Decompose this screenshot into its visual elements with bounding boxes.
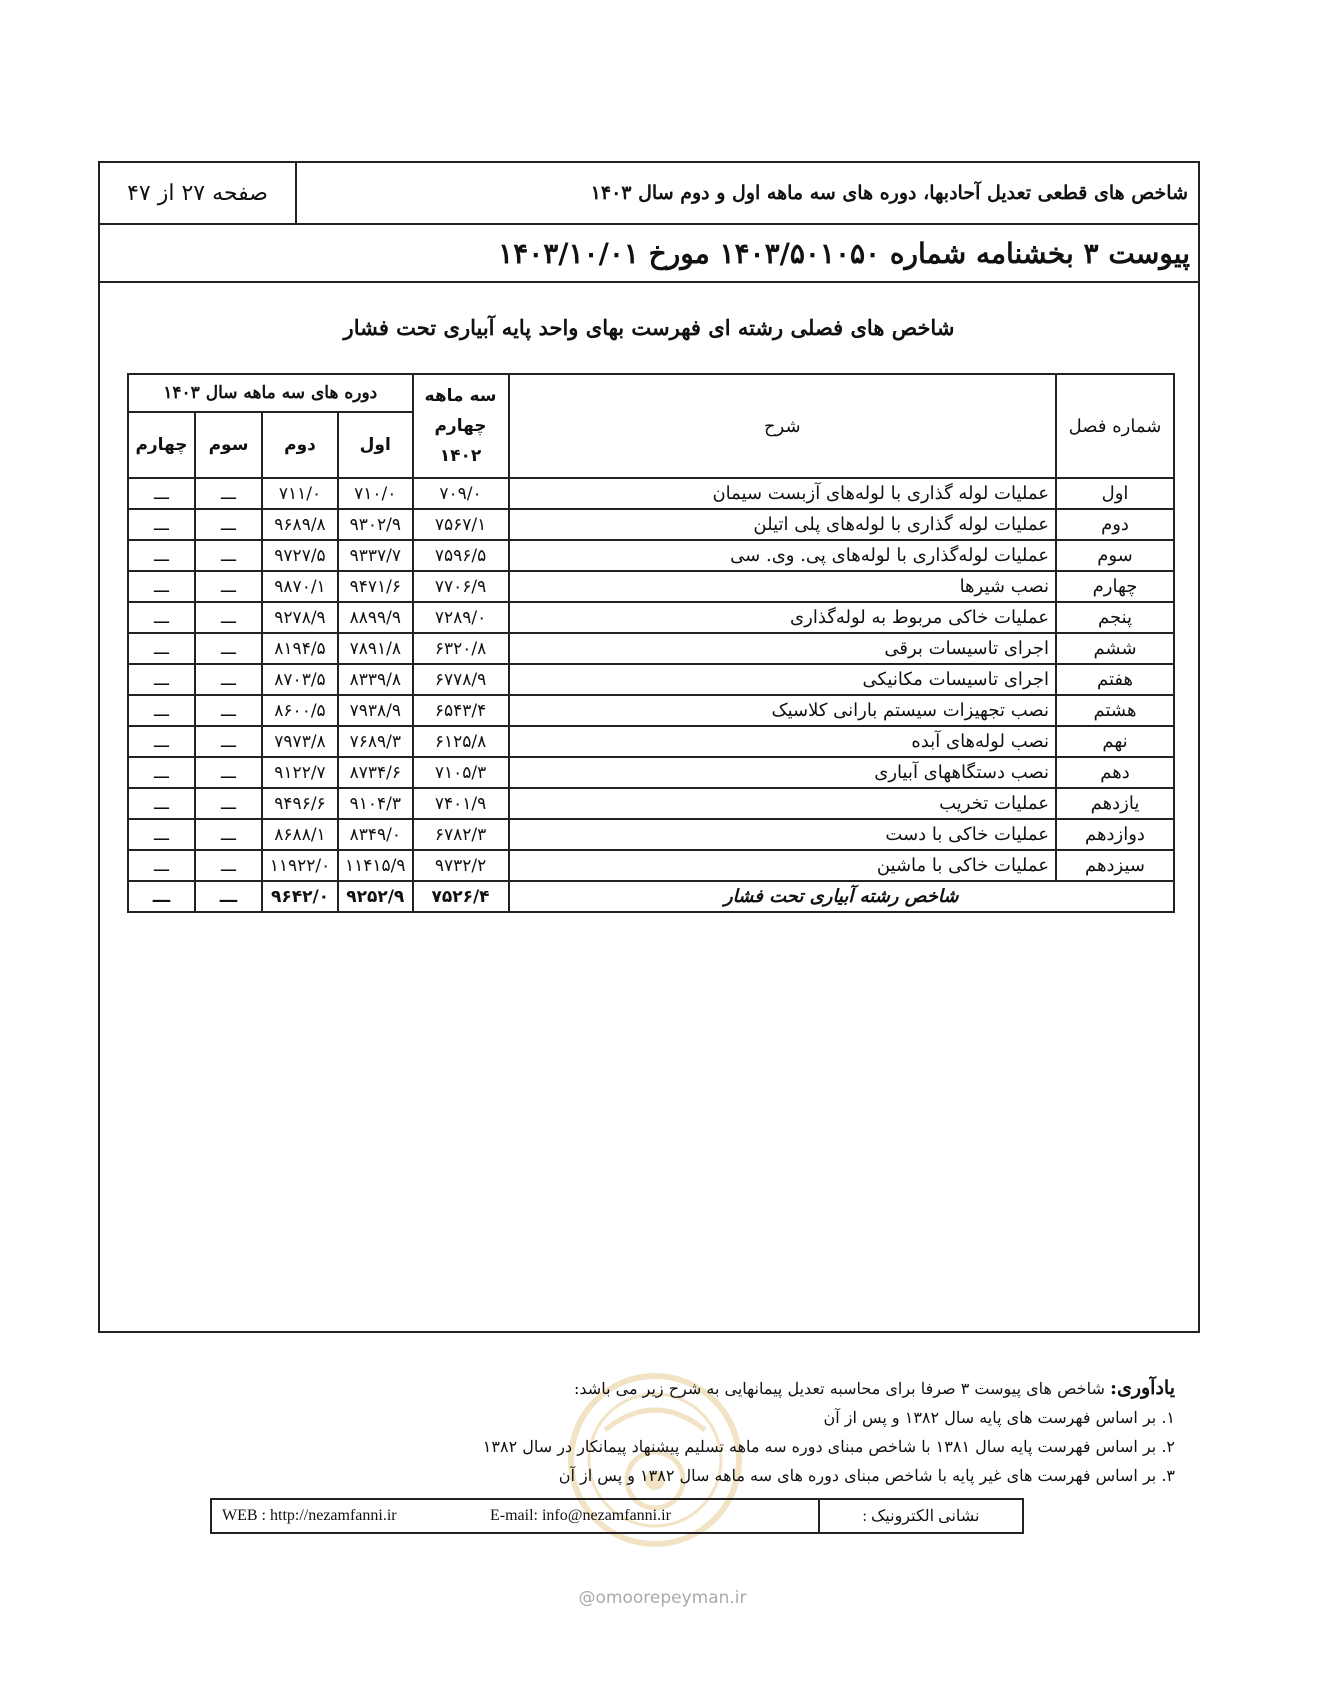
- cell-fasl: پنجم: [1056, 602, 1174, 633]
- cell-q3: ـــ: [195, 819, 262, 850]
- cell-q1: ۷۱۰/۰: [338, 478, 413, 509]
- note-item-3: ۳. بر اساس فهرست های غیر پایه با شاخص مبنای دوره های سه ماهه سال ۱۳۸۲ و پس از آن: [558, 1466, 1175, 1485]
- table-row: [128, 664, 1174, 695]
- cell-sharh: نصب دستگاههای آبیاری: [509, 757, 1056, 788]
- table-row: [128, 695, 1174, 726]
- cell-q2: ۷۱۱/۰: [262, 478, 338, 509]
- total-q2: ۹۶۴۲/۰: [262, 881, 338, 912]
- cell-q1: ۸۳۴۹/۰: [338, 819, 413, 850]
- cell-q4: ـــ: [128, 726, 195, 757]
- table-title: شاخص های فصلی رشته ای فهرست بهای واحد پایه آبیاری تحت فشار: [343, 315, 955, 340]
- cell-q3: ـــ: [195, 757, 262, 788]
- cell-fasl: ششم: [1056, 633, 1174, 664]
- table-row: [128, 540, 1174, 571]
- notes-label: یادآوری:: [1109, 1377, 1175, 1399]
- cell-q2: ۷۹۷۳/۸: [262, 726, 338, 757]
- cell-q4: ـــ: [128, 571, 195, 602]
- table-total-row: [128, 881, 1174, 912]
- header-title: شاخص های قطعی تعدیل آحادبها، دوره های سه ماهه اول و دوم سال ۱۴۰۳: [590, 182, 1188, 204]
- cell-q2: ۹۶۸۹/۸: [262, 509, 338, 540]
- table-row: [128, 819, 1174, 850]
- note-item-1: ۱. بر اساس فهرست های پایه سال ۱۳۸۲ و پس از آن: [823, 1408, 1175, 1427]
- cell-sharh: نصب لوله‌های آبده: [509, 726, 1056, 757]
- cell-q1: ۷۹۳۸/۹: [338, 695, 413, 726]
- header-q2: دوم: [262, 412, 338, 478]
- cell-prev: ۶۱۲۵/۸: [413, 726, 509, 757]
- page-frame: [98, 161, 1200, 1333]
- cell-q4: ـــ: [128, 478, 195, 509]
- cell-prev: ۹۷۳۲/۲: [413, 850, 509, 881]
- cell-q1: ۹۳۳۷/۷: [338, 540, 413, 571]
- cell-q1: ۸۷۳۴/۶: [338, 757, 413, 788]
- index-table: [127, 373, 1175, 913]
- cell-q3: ـــ: [195, 788, 262, 819]
- cell-q3: ـــ: [195, 695, 262, 726]
- cell-q1: ۹۴۷۱/۶: [338, 571, 413, 602]
- cell-q3: ـــ: [195, 540, 262, 571]
- cell-q2: ۹۸۷۰/۱: [262, 571, 338, 602]
- header-q3: سوم: [195, 412, 262, 478]
- cell-q3: ـــ: [195, 478, 262, 509]
- cell-sharh: نصب تجهیزات سیستم بارانی کلاسیک: [509, 695, 1056, 726]
- cell-q1: ۷۶۸۹/۳: [338, 726, 413, 757]
- cell-q1: ۸۸۹۹/۹: [338, 602, 413, 633]
- cell-q1: ۷۸۹۱/۸: [338, 633, 413, 664]
- cell-prev: ۷۲۸۹/۰: [413, 602, 509, 633]
- cell-fasl: چهارم: [1056, 571, 1174, 602]
- cell-q4: ـــ: [128, 509, 195, 540]
- cell-fasl: یازدهم: [1056, 788, 1174, 819]
- cell-q4: ـــ: [128, 540, 195, 571]
- cell-fasl: دهم: [1056, 757, 1174, 788]
- cell-q3: ـــ: [195, 602, 262, 633]
- cell-q2: ۸۱۹۴/۵: [262, 633, 338, 664]
- cell-q4: ـــ: [128, 695, 195, 726]
- footer-web-link[interactable]: WEB : http://nezamfanni.ir: [222, 1507, 397, 1524]
- cell-q4: ـــ: [128, 850, 195, 881]
- header-fasl: شماره فصل: [1056, 374, 1174, 478]
- table-row: [128, 726, 1174, 757]
- table-row: [128, 571, 1174, 602]
- cell-sharh: عملیات لوله‌گذاری با لوله‌های پی. وی. سی: [509, 540, 1056, 571]
- total-prev: ۷۵۲۶/۴: [413, 881, 509, 912]
- header-q1: اول: [338, 412, 413, 478]
- table-row: [128, 757, 1174, 788]
- cell-prev: ۶۳۲۰/۸: [413, 633, 509, 664]
- cell-q3: ـــ: [195, 509, 262, 540]
- cell-sharh: عملیات خاکی با دست: [509, 819, 1056, 850]
- cell-prev: ۷۴۰۱/۹: [413, 788, 509, 819]
- header-group: دوره های سه ماهه سال ۱۴۰۳: [128, 374, 413, 412]
- table-row: [128, 478, 1174, 509]
- cell-q2: ۸۶۰۰/۵: [262, 695, 338, 726]
- notes-section: [175, 1374, 1175, 1490]
- cell-q2: ۱۱۹۲۲/۰: [262, 850, 338, 881]
- table-body: [128, 478, 1174, 912]
- cell-q1: ۸۳۳۹/۸: [338, 664, 413, 695]
- footer-contact-box: [210, 1498, 1024, 1534]
- cell-fasl: هشتم: [1056, 695, 1174, 726]
- cell-q3: ـــ: [195, 571, 262, 602]
- cell-fasl: سیزدهم: [1056, 850, 1174, 881]
- table-header-row: [128, 374, 1174, 412]
- cell-q2: ۹۲۷۸/۹: [262, 602, 338, 633]
- cell-fasl: دوم: [1056, 509, 1174, 540]
- attachment-title: پیوست ۳ بخشنامه شماره ۱۴۰۳/۵۰۱۰۵۰ مورخ ۱۴۰۳/۱۰/۰۱: [100, 225, 1198, 283]
- cell-sharh: عملیات خاکی با ماشین: [509, 850, 1056, 881]
- cell-fasl: دوازدهم: [1056, 819, 1174, 850]
- cell-sharh: اجرای تاسیسات مکانیکی: [509, 664, 1056, 695]
- notes-intro-line: [175, 1374, 1175, 1403]
- cell-fasl: نهم: [1056, 726, 1174, 757]
- page-number: صفحه ۲۷ از ۴۷: [100, 163, 297, 223]
- header-prev: سه ماهه چهارم ۱۴۰۲: [413, 374, 509, 478]
- cell-sharh: نصب شیرها: [509, 571, 1056, 602]
- cell-q3: ـــ: [195, 664, 262, 695]
- table-row: [128, 633, 1174, 664]
- cell-q4: ـــ: [128, 788, 195, 819]
- cell-q2: ۸۶۸۸/۱: [262, 819, 338, 850]
- total-q1: ۹۲۵۲/۹: [338, 881, 413, 912]
- cell-q4: ـــ: [128, 602, 195, 633]
- cell-prev: ۷۵۹۶/۵: [413, 540, 509, 571]
- cell-q4: ـــ: [128, 664, 195, 695]
- cell-q2: ۹۴۹۶/۶: [262, 788, 338, 819]
- cell-fasl: اول: [1056, 478, 1174, 509]
- note-item-2: ۲. بر اساس فهرست پایه سال ۱۳۸۱ با شاخص مبنای دوره سه ماهه تسلیم پیشنهاد پیمانکار در سال ۱۳۸۲: [482, 1437, 1175, 1456]
- cell-prev: ۶۷۸۲/۳: [413, 819, 509, 850]
- watermark-text: @omoorepeyman.ir: [578, 1588, 747, 1608]
- cell-q1: ۱۱۴۱۵/۹: [338, 850, 413, 881]
- cell-q3: ـــ: [195, 633, 262, 664]
- cell-sharh: عملیات لوله گذاری با لوله‌های آزبست سیمان: [509, 478, 1056, 509]
- cell-q3: ـــ: [195, 726, 262, 757]
- header-q4: چهارم: [128, 412, 195, 478]
- total-q3: ـــ: [195, 881, 262, 912]
- notes-intro: شاخص های پیوست ۳ صرفا برای محاسبه تعدیل پیمانهایی به شرح زیر می باشد:: [574, 1379, 1105, 1398]
- cell-q2: ۹۷۲۷/۵: [262, 540, 338, 571]
- cell-q2: ۸۷۰۳/۵: [262, 664, 338, 695]
- cell-fasl: سوم: [1056, 540, 1174, 571]
- cell-prev: ۷۱۰۵/۳: [413, 757, 509, 788]
- table-row: [128, 850, 1174, 881]
- cell-prev: ۶۵۴۳/۴: [413, 695, 509, 726]
- cell-q1: ۹۳۰۲/۹: [338, 509, 413, 540]
- cell-q4: ـــ: [128, 819, 195, 850]
- total-q4: ـــ: [128, 881, 195, 912]
- total-label: شاخص رشته آبیاری تحت فشار: [509, 881, 1174, 912]
- cell-q1: ۹۱۰۴/۳: [338, 788, 413, 819]
- cell-prev: ۷۵۶۷/۱: [413, 509, 509, 540]
- cell-prev: ۶۷۷۸/۹: [413, 664, 509, 695]
- cell-prev: ۷۰۹/۰: [413, 478, 509, 509]
- table-row: [128, 509, 1174, 540]
- cell-q4: ـــ: [128, 633, 195, 664]
- cell-prev: ۷۷۰۶/۹: [413, 571, 509, 602]
- footer-email-link[interactable]: E-mail: info@nezamfanni.ir: [490, 1507, 671, 1524]
- cell-q3: ـــ: [195, 850, 262, 881]
- footer-label: نشانی الکترونیک :: [818, 1500, 1022, 1532]
- table-row: [128, 602, 1174, 633]
- cell-fasl: هفتم: [1056, 664, 1174, 695]
- cell-sharh: عملیات تخریب: [509, 788, 1056, 819]
- header-row: [100, 163, 1198, 225]
- header-sharh: شرح: [509, 374, 1056, 478]
- cell-sharh: عملیات لوله گذاری با لوله‌های پلی اتیلن: [509, 509, 1056, 540]
- cell-q2: ۹۱۲۲/۷: [262, 757, 338, 788]
- cell-sharh: عملیات خاکی مربوط به لوله‌گذاری: [509, 602, 1056, 633]
- cell-q4: ـــ: [128, 757, 195, 788]
- cell-sharh: اجرای تاسیسات برقی: [509, 633, 1056, 664]
- table-row: [128, 788, 1174, 819]
